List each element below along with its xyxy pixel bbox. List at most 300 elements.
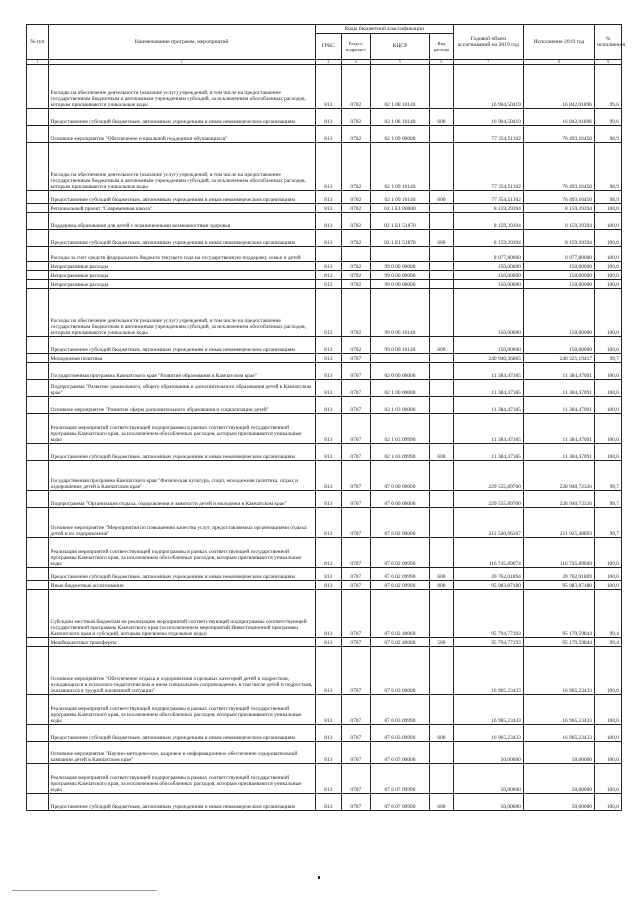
row-pct-cell: 98,9 — [595, 143, 622, 191]
row-plan-cell: 150,00000 — [453, 337, 523, 354]
row-exec-cell: 8 159,39394 — [523, 213, 594, 230]
row-index-cell — [27, 109, 49, 126]
row-grbs-cell: 813 — [315, 143, 341, 191]
row-exec-cell: 95 179,59844 — [523, 638, 594, 647]
row-razdel-cell: 0702 — [341, 109, 370, 126]
row-index-cell — [27, 204, 49, 213]
table-row — [27, 380, 622, 397]
row-name-cell: Предоставление субсидий бюджетным, автономным учреждениям и иным некоммерческим организациям — [48, 191, 315, 204]
row-plan-cell: 116 745,89074 — [453, 538, 523, 568]
table-row — [27, 581, 622, 590]
row-grbs-cell: 813 — [315, 289, 341, 337]
row-pct-cell: 100,0 — [595, 363, 622, 380]
row-kcsr-cell: 02 1 E1 51870 — [370, 213, 429, 230]
row-exec-cell: 150,00000 — [523, 262, 594, 271]
row-index-cell — [27, 65, 49, 109]
col-number: 5 — [370, 60, 429, 65]
row-kcsr-cell: 07 6 03 09990 — [370, 695, 429, 725]
row-plan-cell: 20 762,01894 — [453, 568, 523, 581]
table-row — [27, 590, 622, 638]
row-exec-cell: 228 940,72326 — [523, 461, 594, 491]
row-kcsr-cell: 07 6 07 09990 — [370, 764, 429, 794]
row-index-cell — [27, 191, 49, 204]
row-name-cell: Реализация мероприятий соответствующей подпрограммы в рамках соответствующей государственной программы Камчатского края, за исключением обособленных расходов, которым присваиваются уникальные коды — [48, 764, 315, 794]
row-razdel-cell: 0707 — [341, 508, 370, 538]
row-vid-cell: 800 — [430, 581, 454, 590]
table-row — [27, 271, 622, 280]
row-kcsr-cell: 07 0 00 00000 — [370, 461, 429, 491]
table-row — [27, 725, 622, 742]
row-kcsr-cell: 02 1 09 10140 — [370, 143, 429, 191]
row-kcsr-cell: 07 6 02 09990 — [370, 538, 429, 568]
row-name-cell: Основное мероприятие "Обеспечение социальной поддержки обучающихся" — [48, 126, 315, 143]
row-name-cell: Расходы на обеспечение деятельности (оказание услуг) учреждений, в том числе на предоставление государственным бюджетным и автономным учреждениям субсидий, за исключением обособленных расходов, которым присваиваются уникальные коды — [48, 289, 315, 337]
row-vid-cell — [430, 538, 454, 568]
row-pct-cell: 99,7 — [595, 354, 622, 363]
row-razdel-cell: 0702 — [341, 337, 370, 354]
row-plan-cell: 77 354,51102 — [453, 143, 523, 191]
row-grbs-cell: 813 — [315, 126, 341, 143]
row-exec-cell: 76 493,16450 — [523, 191, 594, 204]
row-index-cell — [27, 742, 49, 764]
row-vid-cell — [430, 397, 454, 414]
budget-table — [26, 24, 626, 811]
row-pct-cell: 100,0 — [595, 262, 622, 271]
row-plan-cell: 229 555,89700 — [453, 491, 523, 508]
table-row — [27, 247, 622, 262]
row-razdel-cell: 0707 — [341, 764, 370, 794]
row-grbs-cell: 813 — [315, 354, 341, 363]
row-kcsr-cell: 02 1 08 10140 — [370, 65, 429, 109]
row-index-cell — [27, 461, 49, 491]
row-kcsr-cell: 99 0 00 00000 — [370, 262, 429, 271]
row-razdel-cell: 0707 — [341, 363, 370, 380]
header-vid: Вид расхода — [430, 34, 454, 60]
row-pct-cell: 100,0 — [595, 213, 622, 230]
table-row — [27, 638, 622, 647]
row-index-cell — [27, 397, 49, 414]
row-razdel-cell: 0707 — [341, 397, 370, 414]
row-pct-cell: 100,0 — [595, 247, 622, 262]
row-plan-cell: 95 794,77193 — [453, 638, 523, 647]
header-kcsr: КЦСР — [370, 34, 429, 60]
row-vid-cell: 600 — [430, 230, 454, 247]
row-kcsr-cell: 02 1 03 09990 — [370, 414, 429, 444]
row-kcsr-cell: 07 6 02 09990 — [370, 581, 429, 590]
row-index-cell — [27, 354, 49, 363]
row-grbs-cell: 813 — [315, 213, 341, 230]
row-index-cell — [27, 725, 49, 742]
header-name: Наименование программ, мероприятий — [48, 25, 315, 60]
row-pct-cell: 100,0 — [595, 280, 622, 289]
table-body — [27, 65, 622, 811]
row-grbs-cell: 813 — [315, 695, 341, 725]
col-number: 3 — [315, 60, 341, 65]
table-row — [27, 230, 622, 247]
row-vid-cell — [430, 126, 454, 143]
row-pct-cell: 99,6 — [595, 65, 622, 109]
row-index-cell — [27, 647, 49, 695]
table-row — [27, 695, 622, 725]
row-exec-cell: 76 493,16450 — [523, 126, 594, 143]
row-pct-cell: 100,0 — [595, 271, 622, 280]
row-name-cell: Региональный проект "Современная школа" — [48, 204, 315, 213]
row-vid-cell — [430, 65, 454, 109]
row-pct-cell: 100,0 — [595, 695, 622, 725]
row-vid-cell — [430, 204, 454, 213]
row-vid-cell: 600 — [430, 191, 454, 204]
row-pct-cell: 99,7 — [595, 461, 622, 491]
col-number: 2 — [48, 60, 315, 65]
row-razdel-cell: 0702 — [341, 143, 370, 191]
row-grbs-cell: 813 — [315, 230, 341, 247]
row-exec-cell: 8 077,80000 — [523, 247, 594, 262]
row-name-cell: Основное мероприятие "Обеспечение отдыха и оздоровления отдельных категорий детей и подростков, нуждающихся в психолого-педагогическом и ином специальном сопровождении, в том числе детей и подростков, оказавшихся в трудной жизненной ситуации" — [48, 647, 315, 695]
row-plan-cell: 11 384,47185 — [453, 380, 523, 397]
col-number: 4 — [341, 60, 370, 65]
table-row — [27, 363, 622, 380]
header-grbs: ГРБС — [315, 34, 341, 60]
row-pct-cell: 99,4 — [595, 638, 622, 647]
row-razdel-cell: 0707 — [341, 581, 370, 590]
row-grbs-cell: 813 — [315, 363, 341, 380]
table-row — [27, 354, 622, 363]
row-name-cell: Государственная программа Камчатского края "Развитие образования в Камчатском крае" — [48, 363, 315, 380]
row-grbs-cell: 813 — [315, 204, 341, 213]
row-razdel-cell: 0702 — [341, 65, 370, 109]
row-razdel-cell: 0702 — [341, 191, 370, 204]
row-exec-cell: 16 842,01896 — [523, 109, 594, 126]
row-index-cell — [27, 764, 49, 794]
row-razdel-cell: 0707 — [341, 638, 370, 647]
row-kcsr-cell: 02 1 E1 51870 — [370, 230, 429, 247]
header-codes-group: Коды бюджетной классификации — [315, 25, 453, 34]
row-name-cell: Расходы за счет средств федерального бюджета текущего года на государственную поддержку семьи и детей — [48, 247, 315, 262]
row-index-cell — [27, 380, 49, 397]
row-razdel-cell: 0707 — [341, 461, 370, 491]
col-number: 7 — [453, 60, 523, 65]
row-name-cell: Непрограммные расходы — [48, 262, 315, 271]
scan-edge-line — [12, 890, 157, 891]
row-grbs-cell: 813 — [315, 638, 341, 647]
row-vid-cell — [430, 414, 454, 444]
row-kcsr-cell: 07 6 03 00000 — [370, 647, 429, 695]
row-plan-cell: 16 904,50419 — [453, 109, 523, 126]
row-vid-cell: 600 — [430, 794, 454, 811]
col-number: 9 — [595, 60, 622, 65]
row-name-cell: Предоставление субсидий бюджетным, автономным учреждениям и иным некоммерческим организациям — [48, 725, 315, 742]
row-name-cell: Реализация мероприятий соответствующей подпрограммы в рамках соответствующей государственной программы Камчатского края, за исключением обособленных расходов, которым присваиваются уникальные коды — [48, 695, 315, 725]
row-pct-cell: 100,0 — [595, 764, 622, 794]
row-grbs-cell: 813 — [315, 461, 341, 491]
col-number: 6 — [430, 60, 454, 65]
row-vid-cell — [430, 354, 454, 363]
row-vid-cell: 600 — [430, 337, 454, 354]
row-grbs-cell: 813 — [315, 742, 341, 764]
row-pct-cell: 98,9 — [595, 191, 622, 204]
row-index-cell — [27, 337, 49, 354]
row-name-cell: Молодежная политика — [48, 354, 315, 363]
row-index-cell — [27, 568, 49, 581]
row-plan-cell: 150,00000 — [453, 280, 523, 289]
row-index-cell — [27, 280, 49, 289]
row-razdel-cell: 0702 — [341, 213, 370, 230]
table-row — [27, 794, 622, 811]
row-vid-cell — [430, 213, 454, 230]
row-plan-cell: 150,00000 — [453, 289, 523, 337]
row-plan-cell: 240 940,36885 — [453, 354, 523, 363]
row-exec-cell: 150,00000 — [523, 271, 594, 280]
row-kcsr-cell — [370, 354, 429, 363]
header-pct: % исполнения — [595, 25, 622, 60]
row-pct-cell: 100,0 — [595, 568, 622, 581]
table-row — [27, 191, 622, 204]
row-name-cell: Основное мероприятие "Научно-методическое, кадровое и информационное обеспечение оздоровительной кампании детей в Камчатском крае" — [48, 742, 315, 764]
row-plan-cell: 50,00000 — [453, 742, 523, 764]
row-vid-cell: 500 — [430, 638, 454, 647]
row-kcsr-cell: 07 6 07 09990 — [370, 794, 429, 811]
row-grbs-cell: 813 — [315, 444, 341, 461]
row-exec-cell: 11 384,47091 — [523, 380, 594, 397]
row-exec-cell: 150,00000 — [523, 289, 594, 337]
table-row — [27, 538, 622, 568]
row-plan-cell: 11 384,47185 — [453, 414, 523, 444]
table-row — [27, 143, 622, 191]
row-pct-cell: 100,0 — [595, 444, 622, 461]
row-razdel-cell: 0707 — [341, 725, 370, 742]
row-pct-cell: 100,0 — [595, 794, 622, 811]
row-exec-cell: 16 965,23433 — [523, 695, 594, 725]
row-razdel-cell: 0707 — [341, 354, 370, 363]
table-row — [27, 764, 622, 794]
header-razdel: Раздел, подраздел — [341, 34, 370, 60]
row-razdel-cell: 0707 — [341, 538, 370, 568]
row-grbs-cell: 813 — [315, 65, 341, 109]
row-name-cell: Подпрограмма "Организация отдыха, оздоровления и занятости детей и молодежи в Камчатском крае" — [48, 491, 315, 508]
row-plan-cell: 229 555,89700 — [453, 461, 523, 491]
row-index-cell — [27, 363, 49, 380]
row-name-cell: Реализация мероприятий соответствующей подпрограммы в рамках соответствующей государственной программы Камчатского края, за исключением обособленных расходов, которым присваиваются уникальные коды — [48, 414, 315, 444]
row-vid-cell — [430, 380, 454, 397]
row-kcsr-cell: 07 6 02 09990 — [370, 568, 429, 581]
row-vid-cell: 600 — [430, 568, 454, 581]
row-grbs-cell: 813 — [315, 380, 341, 397]
row-plan-cell: 16 965,23433 — [453, 695, 523, 725]
row-grbs-cell: 813 — [315, 647, 341, 695]
row-kcsr-cell: 99 0 00 00000 — [370, 271, 429, 280]
row-vid-cell — [430, 695, 454, 725]
row-index-cell — [27, 126, 49, 143]
row-index-cell — [27, 289, 49, 337]
row-razdel-cell: 0702 — [341, 204, 370, 213]
row-kcsr-cell: 02 1 09 10140 — [370, 191, 429, 204]
col-number: 8 — [523, 60, 594, 65]
row-razdel-cell: 0707 — [341, 444, 370, 461]
row-grbs-cell — [315, 247, 341, 262]
row-kcsr-cell: 02 0 00 00000 — [370, 363, 429, 380]
table-row — [27, 280, 622, 289]
row-name-cell: Реализация мероприятий соответствующей подпрограммы в рамках соответствующей государственной программы Камчатского края, за исключением обособленных расходов, которым присваиваются уникальные коды — [48, 538, 315, 568]
row-plan-cell: 50,00000 — [453, 794, 523, 811]
table-row — [27, 742, 622, 764]
row-index-cell — [27, 213, 49, 230]
row-name-cell: Предоставление субсидий бюджетным, автономным учреждениям и иным некоммерческим организациям — [48, 230, 315, 247]
row-exec-cell: 211 925,48893 — [523, 508, 594, 538]
row-index-cell — [27, 444, 49, 461]
row-plan-cell: 11 384,47185 — [453, 397, 523, 414]
table-row — [27, 647, 622, 695]
row-index-cell — [27, 590, 49, 638]
row-razdel-cell — [341, 247, 370, 262]
row-pct-cell: 98,9 — [595, 126, 622, 143]
table-row — [27, 397, 622, 414]
row-kcsr-cell: 02 1 03 00000 — [370, 397, 429, 414]
row-pct-cell: 100,0 — [595, 380, 622, 397]
row-exec-cell: 11 384,47091 — [523, 397, 594, 414]
row-plan-cell: 8 159,39394 — [453, 230, 523, 247]
row-razdel-cell: 0702 — [341, 289, 370, 337]
row-pct-cell: 100,0 — [595, 204, 622, 213]
row-name-cell: Субсидии местным бюджетам на реализацию мероприятий соответствующей подпрограммы соответствующей государственной программы Камчатского края (за исключением мероприятий Инвестиционной программы Камчатского края и субсидий, которым присвоены отдельные коды) — [48, 590, 315, 638]
row-vid-cell — [430, 262, 454, 271]
row-plan-cell: 8 077,80000 — [453, 247, 523, 262]
row-vid-cell: 600 — [430, 109, 454, 126]
row-name-cell: Межбюджетные трансферты — [48, 638, 315, 647]
row-pct-cell: 100,0 — [595, 230, 622, 247]
row-vid-cell — [430, 271, 454, 280]
row-name-cell: Основное мероприятие "Мероприятия по повышению качества услуг, предоставляемых организациями отдыха детей и их оздоровления" — [48, 508, 315, 538]
row-exec-cell: 8 159,39394 — [523, 230, 594, 247]
header-num: № п/п — [27, 25, 49, 60]
row-vid-cell — [430, 289, 454, 337]
row-plan-cell: 95 983,87180 — [453, 581, 523, 590]
table-row — [27, 491, 622, 508]
row-name-cell: Подпрограмма "Развитие дошкольного, общего образования и дополнительного образования детей в Камчатском крае" — [48, 380, 315, 397]
row-index-cell — [27, 491, 49, 508]
row-grbs-cell: 813 — [315, 764, 341, 794]
header-exec: Исполнение 2019 год — [523, 25, 594, 60]
row-pct-cell: 100,0 — [595, 647, 622, 695]
row-grbs-cell: 813 — [315, 581, 341, 590]
row-grbs-cell: 813 — [315, 491, 341, 508]
row-name-cell: Непрограммные расходы — [48, 271, 315, 280]
row-razdel-cell: 0702 — [341, 230, 370, 247]
row-exec-cell: 50,00000 — [523, 764, 594, 794]
row-name-cell: Иные бюджетные ассигнования — [48, 581, 315, 590]
table-row — [27, 289, 622, 337]
row-vid-cell — [430, 764, 454, 794]
row-exec-cell: 228 940,72326 — [523, 491, 594, 508]
row-name-cell: Расходы на обеспечение деятельности (оказание услуг) учреждений, в том числе на предоставление государственным бюджетным и автономным учреждениям субсидий, за исключением обособленных расходов, которым присваиваются уникальные коды — [48, 65, 315, 109]
row-pct-cell: 100,0 — [595, 289, 622, 337]
row-pct-cell: 99,7 — [595, 491, 622, 508]
row-name-cell: Предоставление субсидий бюджетным, автономным учреждениям и иным некоммерческим организациям — [48, 444, 315, 461]
row-kcsr-cell — [370, 247, 429, 262]
row-grbs-cell: 813 — [315, 414, 341, 444]
row-kcsr-cell: 02 1 03 09990 — [370, 444, 429, 461]
row-pct-cell: 99,7 — [595, 508, 622, 538]
row-pct-cell: 100,0 — [595, 337, 622, 354]
row-kcsr-cell: 02 1 E1 00000 — [370, 204, 429, 213]
row-name-cell: Предоставление субсидий бюджетным, автономным учреждениям и иным некоммерческим организациям — [48, 109, 315, 126]
row-kcsr-cell: 07 6 03 09990 — [370, 725, 429, 742]
row-kcsr-cell: 99 0 00 00000 — [370, 280, 429, 289]
row-exec-cell: 150,00000 — [523, 280, 594, 289]
row-razdel-cell: 0707 — [341, 414, 370, 444]
row-kcsr-cell: 07 6 00 00000 — [370, 491, 429, 508]
row-exec-cell: 50,00000 — [523, 794, 594, 811]
row-razdel-cell: 0707 — [341, 647, 370, 695]
row-pct-cell: 100,0 — [595, 538, 622, 568]
row-razdel-cell: 0702 — [341, 126, 370, 143]
row-plan-cell: 11 384,47185 — [453, 444, 523, 461]
table-row — [27, 204, 622, 213]
page-number-mark — [318, 876, 320, 879]
row-grbs-cell: 813 — [315, 538, 341, 568]
row-vid-cell — [430, 280, 454, 289]
row-razdel-cell: 0707 — [341, 380, 370, 397]
row-plan-cell: 77 354,51102 — [453, 191, 523, 204]
row-exec-cell: 20 762,01869 — [523, 568, 594, 581]
row-grbs-cell: 813 — [315, 725, 341, 742]
row-name-cell: Предоставление субсидий бюджетным, автономным учреждениям и иным некоммерческим организациям — [48, 337, 315, 354]
row-exec-cell: 16 965,23433 — [523, 725, 594, 742]
row-pct-cell: 100,0 — [595, 397, 622, 414]
row-kcsr-cell: 07 6 02 00000 — [370, 508, 429, 538]
row-vid-cell — [430, 363, 454, 380]
row-kcsr-cell: 07 6 02 40060 — [370, 590, 429, 638]
row-pct-cell: 99,6 — [595, 109, 622, 126]
row-name-cell: Предоставление субсидий бюджетным, автономным учреждениям и иным некоммерческим организациям — [48, 794, 315, 811]
row-grbs-cell: 813 — [315, 794, 341, 811]
row-pct-cell: 100,0 — [595, 742, 622, 764]
table-row — [27, 65, 622, 109]
row-plan-cell: 8 159,39394 — [453, 213, 523, 230]
row-exec-cell: 11 384,47091 — [523, 444, 594, 461]
row-vid-cell — [430, 647, 454, 695]
row-grbs-cell: 813 — [315, 280, 341, 289]
row-index-cell — [27, 508, 49, 538]
row-grbs-cell: 813 — [315, 590, 341, 638]
row-name-cell: Государственная программа Камчатского края "Физическая культура, спорт, молодежная политика, отдых и оздоровление детей в Камчатском крае" — [48, 461, 315, 491]
row-kcsr-cell: 07 6 02 40060 — [370, 638, 429, 647]
row-plan-cell: 150,00000 — [453, 262, 523, 271]
row-kcsr-cell: 07 6 07 00000 — [370, 742, 429, 764]
row-name-cell: Поддержка образования для детей с ограниченными возможностями здоровья — [48, 213, 315, 230]
row-index-cell — [27, 247, 49, 262]
row-kcsr-cell: 99 0 00 10140 — [370, 289, 429, 337]
row-razdel-cell: 0707 — [341, 794, 370, 811]
document-page — [26, 24, 626, 811]
row-exec-cell: 95 983,87180 — [523, 581, 594, 590]
table-row — [27, 109, 622, 126]
row-exec-cell: 16 965,23433 — [523, 647, 594, 695]
row-razdel-cell: 0707 — [341, 568, 370, 581]
row-plan-cell: 212 540,66267 — [453, 508, 523, 538]
row-razdel-cell: 0707 — [341, 590, 370, 638]
row-vid-cell: 600 — [430, 725, 454, 742]
row-vid-cell — [430, 143, 454, 191]
table-row — [27, 461, 622, 491]
row-exec-cell: 50,00000 — [523, 742, 594, 764]
table-row — [27, 444, 622, 461]
table-row — [27, 568, 622, 581]
row-kcsr-cell: 02 1 09 00000 — [370, 126, 429, 143]
table-row — [27, 126, 622, 143]
row-index-cell — [27, 230, 49, 247]
row-plan-cell: 150,00000 — [453, 271, 523, 280]
row-exec-cell: 76 493,16450 — [523, 143, 594, 191]
